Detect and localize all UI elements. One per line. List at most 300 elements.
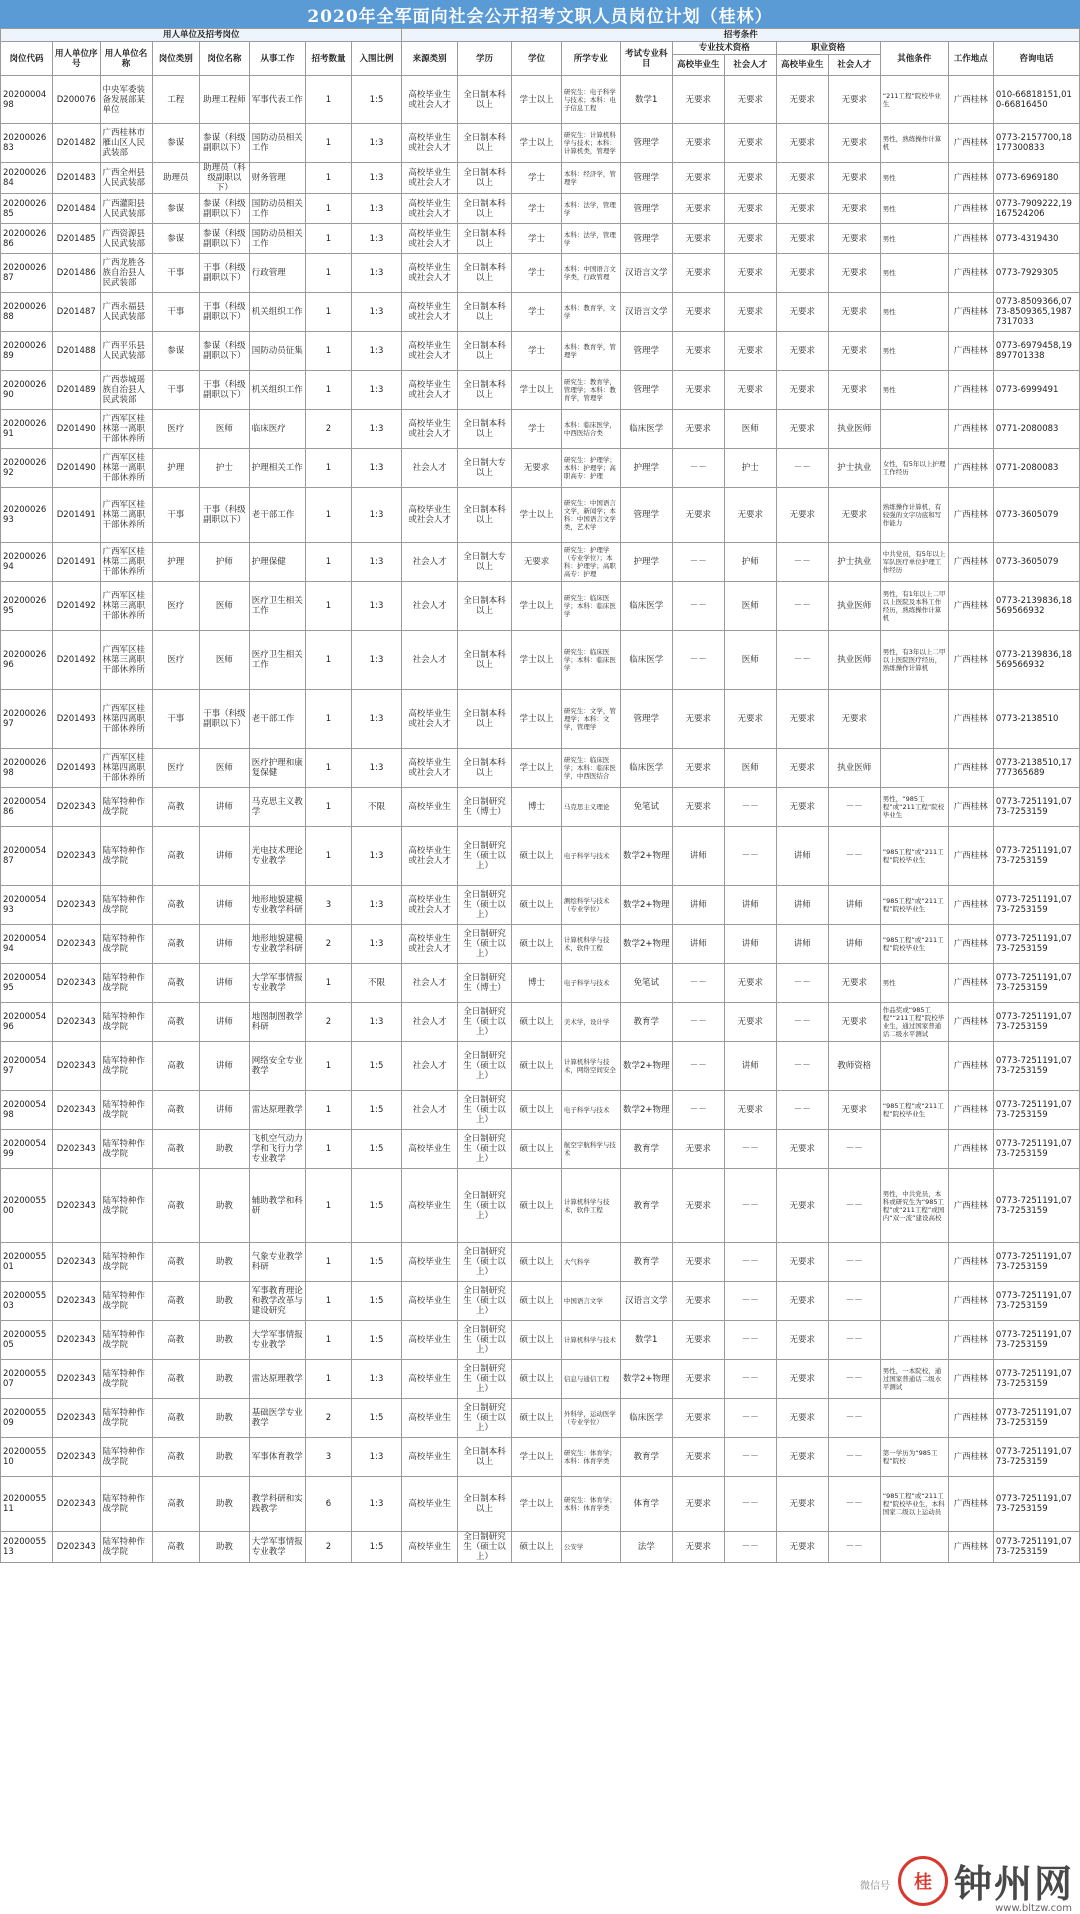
cell-code: 2020005511: [1, 1477, 53, 1532]
cell-ratio: 1:5: [351, 1321, 402, 1360]
cell-edu: 全日制研究生（博士）: [457, 964, 511, 1003]
table-row: [1, 1169, 1080, 1243]
cell-pro-soc: 无要求: [724, 488, 776, 543]
cell-pro-grad: 无要求: [672, 254, 724, 293]
cell-voc-grad: 无要求: [776, 788, 828, 827]
cell-count: 1: [306, 76, 351, 124]
cell-voc-soc: 无要求: [828, 163, 880, 194]
cell-phone: 0773-7929305: [993, 254, 1079, 293]
cell-phone: 0773-7251191,0773-7253159: [993, 1243, 1079, 1282]
cell-voc-soc: 教师资格: [828, 1042, 880, 1091]
col-source: 来源类别: [402, 42, 457, 76]
cell-voc-soc: 执业医师: [828, 749, 880, 788]
cell-unit-seq: D201493: [53, 749, 101, 788]
cell-ratio: 1:3: [351, 254, 402, 293]
col-post-type: 岗位类别: [152, 42, 200, 76]
cell-major: 航空宇航科学与技术: [561, 1130, 620, 1169]
cell-other: [880, 1130, 948, 1169]
cell-unit-name: 广西军区桂林第二离职干部休养所: [100, 488, 152, 543]
cell-post-name: 参谋（科级副职以下）: [200, 332, 250, 371]
table-row: [1, 332, 1080, 371]
cell-unit-seq: D201492: [53, 631, 101, 690]
cell-post-name: 助教: [200, 1438, 250, 1477]
cell-source: 高校毕业生或社会人才: [402, 194, 457, 224]
cell-edu: 全日制本科以上: [457, 163, 511, 194]
cell-phone: 0773-7251191,0773-7253159: [993, 1169, 1079, 1243]
cell-voc-soc: －－: [828, 1321, 880, 1360]
cell-count: 2: [306, 925, 351, 964]
cell-code: 2020005499: [1, 1130, 53, 1169]
cell-work: 大学军事情报专业教学: [249, 1532, 306, 1563]
cell-source: 社会人才: [402, 1042, 457, 1091]
cell-unit-seq: D201493: [53, 690, 101, 749]
cell-unit-name: 广西军区桂林第三离职干部休养所: [100, 582, 152, 631]
cell-other: 中共党员，有5年以上军队医疗单位护理工作经历: [880, 543, 948, 582]
cell-count: 2: [306, 1003, 351, 1042]
col-edu: 学历: [457, 42, 511, 76]
cell-work: 机关组织工作: [249, 371, 306, 410]
cell-other: 男性，熟练操作计算机: [880, 124, 948, 163]
cell-phone: 0773-7251191,0773-7253159: [993, 964, 1079, 1003]
cell-unit-name: 广西龙胜各族自治县人民武装部: [100, 254, 152, 293]
cell-place: 广西桂林: [948, 964, 993, 1003]
cell-ratio: 1:5: [351, 1091, 402, 1130]
cell-voc-grad: －－: [776, 449, 828, 488]
cell-exam: 管理学: [620, 488, 672, 543]
cell-count: 1: [306, 194, 351, 224]
cell-source: 社会人才: [402, 543, 457, 582]
cell-pro-grad: 无要求: [672, 1169, 724, 1243]
cell-degree: 硕士以上: [512, 1243, 562, 1282]
cell-ratio: 1:3: [351, 749, 402, 788]
cell-phone: 0771-2080083: [993, 410, 1079, 449]
cell-voc-grad: 无要求: [776, 371, 828, 410]
cell-pro-soc: 护师: [724, 543, 776, 582]
cell-post-name: 干事（科级副职以下）: [200, 371, 250, 410]
cell-post-type: 高教: [152, 1003, 200, 1042]
col-voc-grad: 高校毕业生: [776, 55, 828, 76]
cell-edu: 全日制研究生（硕士以上）: [457, 886, 511, 925]
cell-code: 2020005498: [1, 1091, 53, 1130]
table-row: [1, 488, 1080, 543]
cell-work: 光电技术理论专业教学: [249, 827, 306, 886]
cell-count: 1: [306, 1282, 351, 1321]
cell-pro-grad: 无要求: [672, 1477, 724, 1532]
cell-unit-name: 广西资源县人民武装部: [100, 224, 152, 254]
cell-major: 研究生：计算机科学与技术；本科：计算机类，管理学: [561, 124, 620, 163]
cell-major: 信息与通信工程: [561, 1360, 620, 1399]
cell-unit-name: 陆军特种作战学院: [100, 886, 152, 925]
cell-pro-grad: 无要求: [672, 1399, 724, 1438]
cell-exam: 临床医学: [620, 631, 672, 690]
cell-edu: 全日制本科以上: [457, 1438, 511, 1477]
cell-voc-grad: －－: [776, 582, 828, 631]
cell-unit-name: 陆军特种作战学院: [100, 827, 152, 886]
table-row: [1, 582, 1080, 631]
col-code: 岗位代码: [1, 42, 53, 76]
cell-voc-grad: 无要求: [776, 1477, 828, 1532]
cell-ratio: 1:3: [351, 1477, 402, 1532]
cell-other: 男性: [880, 332, 948, 371]
cell-unit-seq: D202343: [53, 1243, 101, 1282]
cell-degree: 学士: [512, 410, 562, 449]
col-work: 从事工作: [249, 42, 306, 76]
cell-source: 高校毕业生或社会人才: [402, 76, 457, 124]
cell-phone: 0773-7251191,0773-7253159: [993, 886, 1079, 925]
cell-voc-soc: 护士执业: [828, 449, 880, 488]
cell-code: 2020002691: [1, 410, 53, 449]
cell-code: 2020002686: [1, 224, 53, 254]
table-row: [1, 410, 1080, 449]
cell-unit-seq: D201491: [53, 543, 101, 582]
cell-work: 马克思主义教学: [249, 788, 306, 827]
cell-unit-seq: D201484: [53, 194, 101, 224]
cell-edu: 全日制本科以上: [457, 76, 511, 124]
cell-count: 1: [306, 124, 351, 163]
cell-voc-grad: 无要求: [776, 194, 828, 224]
cell-unit-seq: D200076: [53, 76, 101, 124]
cell-code: 2020005486: [1, 788, 53, 827]
cell-exam: 数学2+物理: [620, 925, 672, 964]
cell-voc-grad: 无要求: [776, 1399, 828, 1438]
cell-other: [880, 749, 948, 788]
cell-post-type: 高教: [152, 964, 200, 1003]
cell-edu: 全日制本科以上: [457, 582, 511, 631]
cell-exam: 临床医学: [620, 410, 672, 449]
site-url: www.bltzw.com: [995, 1903, 1072, 1914]
cell-unit-name: 陆军特种作战学院: [100, 1399, 152, 1438]
cell-post-name: 助教: [200, 1130, 250, 1169]
cell-ratio: 1:3: [351, 224, 402, 254]
cell-unit-seq: D202343: [53, 964, 101, 1003]
cell-post-type: 高教: [152, 1042, 200, 1091]
cell-major: 本科：中国语言文学类，行政管理: [561, 254, 620, 293]
cell-voc-grad: 讲师: [776, 925, 828, 964]
cell-pro-grad: －－: [672, 1003, 724, 1042]
cell-place: 广西桂林: [948, 788, 993, 827]
cell-code: 2020002693: [1, 488, 53, 543]
cell-pro-grad: 无要求: [672, 76, 724, 124]
cell-ratio: 1:5: [351, 1130, 402, 1169]
cell-post-name: 护士: [200, 449, 250, 488]
cell-edu: 全日制本科以上: [457, 293, 511, 332]
cell-edu: 全日制研究生（硕士以上）: [457, 1282, 511, 1321]
cell-exam: 临床医学: [620, 1399, 672, 1438]
cell-place: 广西桂林: [948, 410, 993, 449]
table-row: [1, 964, 1080, 1003]
cell-edu: 全日制本科以上: [457, 224, 511, 254]
cell-code: 2020005497: [1, 1042, 53, 1091]
cell-pro-grad: －－: [672, 449, 724, 488]
cell-post-type: 高教: [152, 1282, 200, 1321]
cell-voc-soc: 执业医师: [828, 582, 880, 631]
cell-unit-seq: D201491: [53, 488, 101, 543]
cell-code: 2020002687: [1, 254, 53, 293]
col-pro-grad: 高校毕业生: [672, 55, 724, 76]
cell-ratio: 不限: [351, 788, 402, 827]
cell-post-name: 讲师: [200, 788, 250, 827]
cell-post-type: 高教: [152, 886, 200, 925]
cell-post-name: 助理工程师: [200, 76, 250, 124]
cell-pro-grad: 无要求: [672, 410, 724, 449]
cell-voc-grad: 讲师: [776, 886, 828, 925]
cell-unit-seq: D202343: [53, 1321, 101, 1360]
cell-major: 公安学: [561, 1532, 620, 1563]
col-voc-soc: 社会人才: [828, 55, 880, 76]
cell-unit-name: 陆军特种作战学院: [100, 1438, 152, 1477]
cell-ratio: 1:5: [351, 1399, 402, 1438]
cell-exam: 法学: [620, 1532, 672, 1563]
cell-other: 男性，“985工程”或“211工程”院校毕业生: [880, 788, 948, 827]
cell-count: 1: [306, 254, 351, 293]
cell-degree: 硕士以上: [512, 886, 562, 925]
cell-pro-grad: －－: [672, 1091, 724, 1130]
cell-pro-soc: 无要求: [724, 371, 776, 410]
cell-voc-grad: －－: [776, 1003, 828, 1042]
cell-edu: 全日制研究生（硕士以上）: [457, 1532, 511, 1563]
cell-major: 研究生：临床医学；本科：临床医学: [561, 631, 620, 690]
cell-post-type: 高教: [152, 1532, 200, 1563]
cell-ratio: 不限: [351, 964, 402, 1003]
cell-place: 广西桂林: [948, 254, 993, 293]
cell-edu: 全日制本科以上: [457, 749, 511, 788]
cell-voc-soc: －－: [828, 1130, 880, 1169]
cell-source: 高校毕业生或社会人才: [402, 163, 457, 194]
cell-code: 2020005487: [1, 827, 53, 886]
cell-ratio: 1:3: [351, 827, 402, 886]
table-row: [1, 1042, 1080, 1091]
table-row: [1, 1282, 1080, 1321]
cell-pro-soc: 无要求: [724, 964, 776, 1003]
cell-post-name: 参谋（科级副职以下）: [200, 194, 250, 224]
cell-count: 1: [306, 1091, 351, 1130]
cell-phone: 0773-7251191,0773-7253159: [993, 1532, 1079, 1563]
cell-post-type: 助理员: [152, 163, 200, 194]
cell-place: 广西桂林: [948, 925, 993, 964]
cell-unit-seq: D202343: [53, 1042, 101, 1091]
cell-place: 广西桂林: [948, 1321, 993, 1360]
cell-voc-soc: 无要求: [828, 332, 880, 371]
cell-exam: 汉语言文学: [620, 293, 672, 332]
cell-phone: 0773-2139836,18569566932: [993, 631, 1079, 690]
cell-ratio: 1:3: [351, 1438, 402, 1477]
cell-pro-soc: －－: [724, 1438, 776, 1477]
cell-other: [880, 1399, 948, 1438]
cell-exam: 管理学: [620, 163, 672, 194]
cell-unit-name: 陆军特种作战学院: [100, 1532, 152, 1563]
cell-exam: 护理学: [620, 543, 672, 582]
cell-unit-name: 陆军特种作战学院: [100, 1243, 152, 1282]
cell-voc-soc: 无要求: [828, 488, 880, 543]
cell-code: 2020000498: [1, 76, 53, 124]
cell-post-name: 讲师: [200, 925, 250, 964]
cell-edu: 全日制研究生（硕士以上）: [457, 1399, 511, 1438]
cell-exam: 管理学: [620, 224, 672, 254]
cell-post-name: 医师: [200, 410, 250, 449]
cell-other: [880, 1321, 948, 1360]
cell-work: 财务管理: [249, 163, 306, 194]
cell-ratio: 1:3: [351, 410, 402, 449]
cell-voc-soc: －－: [828, 1477, 880, 1532]
table-row: [1, 293, 1080, 332]
cell-count: 2: [306, 1399, 351, 1438]
cell-edu: 全日制本科以上: [457, 124, 511, 163]
cell-pro-soc: 无要求: [724, 224, 776, 254]
cell-unit-name: 陆军特种作战学院: [100, 925, 152, 964]
cell-pro-soc: 护士: [724, 449, 776, 488]
cell-degree: 硕士以上: [512, 1042, 562, 1091]
cell-degree: 学士以上: [512, 1438, 562, 1477]
cell-other: “211工程”院校毕业生: [880, 76, 948, 124]
cell-edu: 全日制本科以上: [457, 410, 511, 449]
cell-place: 广西桂林: [948, 371, 993, 410]
cell-ratio: 1:3: [351, 293, 402, 332]
cell-phone: 0773-7251191,0773-7253159: [993, 827, 1079, 886]
cell-place: 广西桂林: [948, 1438, 993, 1477]
cell-ratio: 1:3: [351, 631, 402, 690]
cell-work: 网络安全专业教学: [249, 1042, 306, 1091]
cell-count: 1: [306, 1169, 351, 1243]
cell-degree: 学士以上: [512, 488, 562, 543]
cell-count: 1: [306, 964, 351, 1003]
cell-count: 1: [306, 332, 351, 371]
cell-major: 本科：临床医学，中西医结合类: [561, 410, 620, 449]
cell-unit-name: 广西军区桂林第四离职干部休养所: [100, 690, 152, 749]
cell-voc-soc: －－: [828, 1282, 880, 1321]
table-row: [1, 1003, 1080, 1042]
cell-voc-soc: 执业医师: [828, 631, 880, 690]
cell-pro-soc: －－: [724, 1169, 776, 1243]
cell-edu: 全日制研究生（硕士以上）: [457, 925, 511, 964]
cell-work: 国防动员相关工作: [249, 224, 306, 254]
cell-edu: 全日制本科以上: [457, 631, 511, 690]
cell-post-name: 助教: [200, 1282, 250, 1321]
cell-work: 地图制图教学科研: [249, 1003, 306, 1042]
cell-ratio: 1:5: [351, 76, 402, 124]
cell-voc-grad: 无要求: [776, 1360, 828, 1399]
cell-pro-soc: 讲师: [724, 1042, 776, 1091]
table-row: [1, 788, 1080, 827]
cell-count: 1: [306, 631, 351, 690]
cell-voc-soc: 无要求: [828, 224, 880, 254]
cell-unit-name: 陆军特种作战学院: [100, 1321, 152, 1360]
cell-post-type: 高教: [152, 788, 200, 827]
cell-edu: 全日制研究生（硕士以上）: [457, 1042, 511, 1091]
cell-voc-soc: －－: [828, 1438, 880, 1477]
cell-count: 1: [306, 371, 351, 410]
cell-ratio: 1:3: [351, 332, 402, 371]
cell-unit-name: 广西军区桂林第三离职干部休养所: [100, 631, 152, 690]
cell-pro-grad: 无要求: [672, 371, 724, 410]
cell-major: 本科：法学，管理学: [561, 194, 620, 224]
cell-voc-soc: 无要求: [828, 254, 880, 293]
cell-major: 本科：教育学，文学: [561, 293, 620, 332]
cell-edu: 全日制研究生（硕士以上）: [457, 1003, 511, 1042]
cell-code: 2020005493: [1, 886, 53, 925]
cell-pro-soc: 无要求: [724, 163, 776, 194]
cell-other: 第一学历为“985工程”院校: [880, 1438, 948, 1477]
cell-source: 高校毕业生或社会人才: [402, 690, 457, 749]
cell-pro-soc: －－: [724, 1399, 776, 1438]
cell-degree: 学士: [512, 194, 562, 224]
cell-code: 2020002683: [1, 124, 53, 163]
cell-work: 医疗卫生相关工作: [249, 582, 306, 631]
cell-ratio: 1:3: [351, 1003, 402, 1042]
cell-phone: 0773-6969180: [993, 163, 1079, 194]
cell-post-name: 助理员（科级副职以下）: [200, 163, 250, 194]
cell-other: 男性，中共党员，本科或研究生为“985工程”或“211工程”或国内“双一流”建设高校: [880, 1169, 948, 1243]
cell-phone: 0773-4319430: [993, 224, 1079, 254]
cell-pro-soc: 医师: [724, 631, 776, 690]
cell-exam: 汉语言文学: [620, 1282, 672, 1321]
cell-code: 2020002695: [1, 582, 53, 631]
cell-code: 2020002689: [1, 332, 53, 371]
col-exam: 考试专业科目: [620, 42, 672, 76]
cell-edu: 全日制本科以上: [457, 194, 511, 224]
cell-place: 广西桂林: [948, 76, 993, 124]
cell-unit-seq: D202343: [53, 1130, 101, 1169]
cell-degree: 学士以上: [512, 371, 562, 410]
cell-edu: 全日制本科以上: [457, 371, 511, 410]
cell-pro-grad: －－: [672, 582, 724, 631]
cell-major: 测绘科学与技术（专业学位）: [561, 886, 620, 925]
cell-code: 2020002697: [1, 690, 53, 749]
cell-degree: 无要求: [512, 543, 562, 582]
cell-source: 社会人才: [402, 582, 457, 631]
cell-voc-grad: 无要求: [776, 690, 828, 749]
cell-exam: 管理学: [620, 371, 672, 410]
cell-voc-grad: 无要求: [776, 410, 828, 449]
cell-count: 3: [306, 1438, 351, 1477]
cell-pro-grad: 无要求: [672, 1360, 724, 1399]
cell-post-type: 干事: [152, 254, 200, 293]
cell-phone: 0773-2139836,18569566932: [993, 582, 1079, 631]
col-place: 工作地点: [948, 42, 993, 76]
cell-pro-soc: －－: [724, 827, 776, 886]
table-row: [1, 76, 1080, 124]
cell-voc-grad: －－: [776, 1091, 828, 1130]
cell-source: 高校毕业生: [402, 1438, 457, 1477]
cell-unit-name: 广西恭城瑶族自治县人民武装部: [100, 371, 152, 410]
cell-voc-soc: 无要求: [828, 76, 880, 124]
cell-pro-grad: 无要求: [672, 293, 724, 332]
cell-source: 高校毕业生: [402, 1243, 457, 1282]
cell-major: 研究生：临床医学；本科：临床医学: [561, 582, 620, 631]
cell-code: 2020002698: [1, 749, 53, 788]
cell-exam: 数学2+物理: [620, 827, 672, 886]
cell-pro-grad: 无要求: [672, 1321, 724, 1360]
cell-source: 高校毕业生或社会人才: [402, 886, 457, 925]
cell-work: 国防动员相关工作: [249, 124, 306, 163]
cell-source: 高校毕业生: [402, 1282, 457, 1321]
cell-code: 2020002685: [1, 194, 53, 224]
cell-major: 研究生：临床医学；本科：临床医学，中西医结合: [561, 749, 620, 788]
cell-unit-name: 中央军委装备发展部某单位: [100, 76, 152, 124]
cell-degree: 学士: [512, 254, 562, 293]
cell-exam: 汉语言文学: [620, 254, 672, 293]
cell-voc-soc: －－: [828, 1360, 880, 1399]
cell-major: 研究生：护理学；本科：护理学；高职高专：护理: [561, 449, 620, 488]
cell-post-type: 医疗: [152, 749, 200, 788]
table-row: [1, 749, 1080, 788]
cell-unit-seq: D202343: [53, 1169, 101, 1243]
cell-pro-grad: 无要求: [672, 224, 724, 254]
cell-other: [880, 690, 948, 749]
cell-voc-soc: 护士执业: [828, 543, 880, 582]
cell-exam: 临床医学: [620, 582, 672, 631]
cell-phone: 0773-7251191,0773-7253159: [993, 788, 1079, 827]
cell-unit-seq: D202343: [53, 1091, 101, 1130]
